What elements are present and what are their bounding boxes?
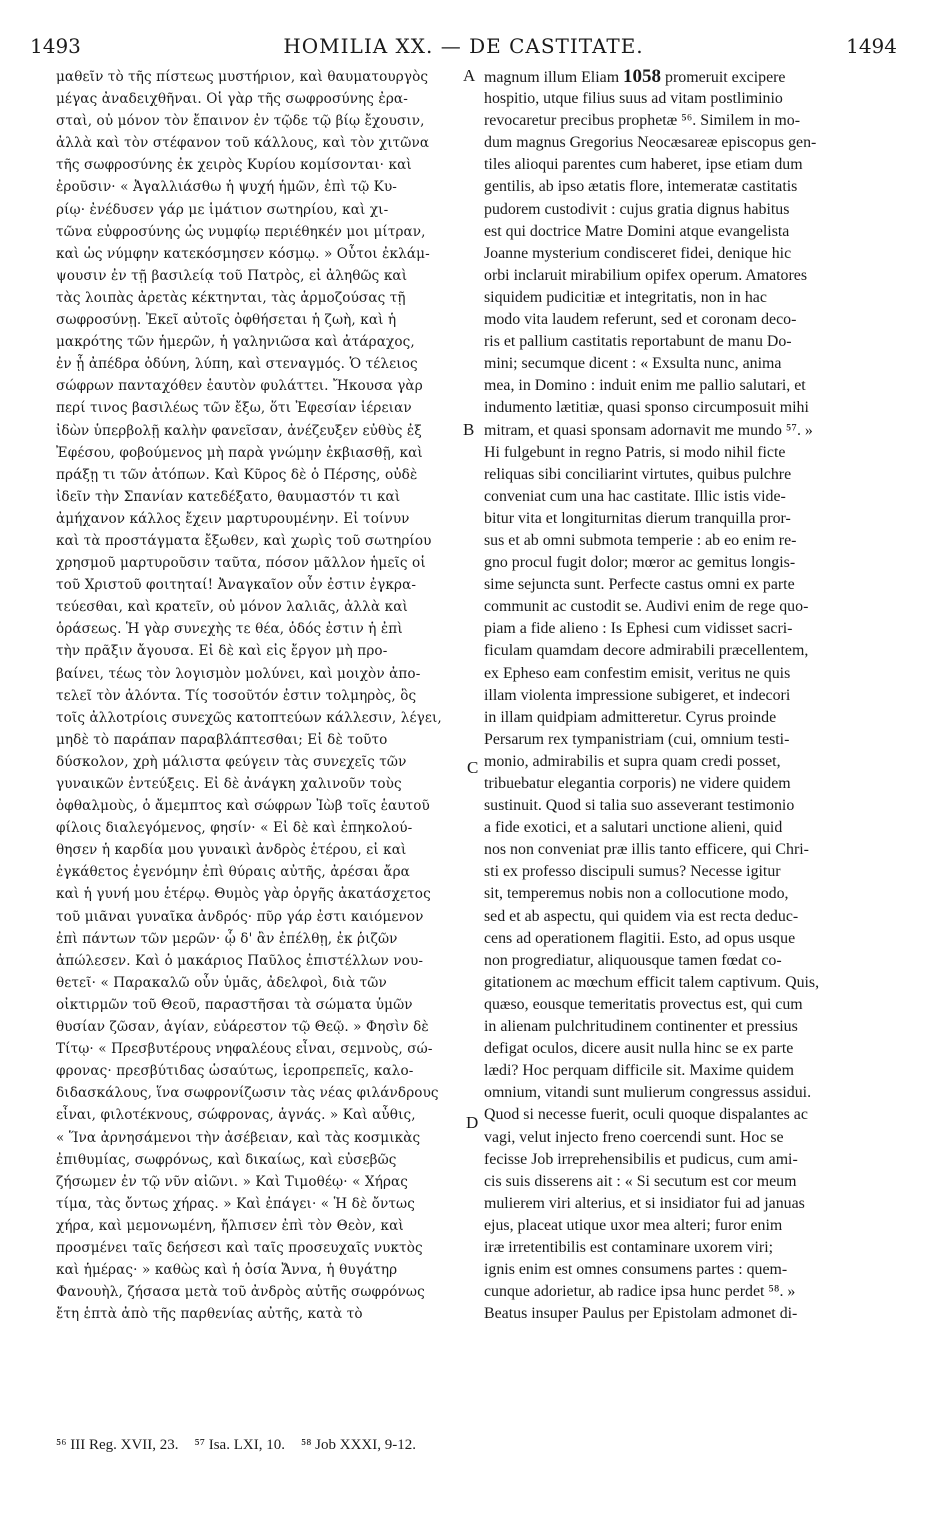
greek-text-line: γυναικῶν ἐντεύξεις. Εἰ δὲ ἀνάγκη χαλινοῦν τοὺς xyxy=(56,776,402,792)
section-marker-d: D xyxy=(466,1113,479,1132)
greek-text-line: ἀμήχανον κάλλος ἔχειν μαρτυρουμένην. Εἰ τοίνυν xyxy=(56,510,410,527)
latin-text-line: revocaretur precibus prophetæ ⁵⁶. Similem in mo- xyxy=(484,112,801,130)
latin-text-line: ejus, placeat utique uxor mea alteri; furor enim xyxy=(484,1216,783,1234)
latin-text-line: gentilis, ab ipso ætatis flore, intemeratæ castitatis xyxy=(484,178,798,196)
greek-text-line: μέγας ἀναδειχθῆναι. Οἱ γὰρ τῆς σωφροσύνης ἐρα- xyxy=(56,91,408,108)
latin-text-line: orbi inclaruit mirabilium opifex operum. Amatores xyxy=(484,266,808,284)
greek-text-line: θυσίαν ζῶσαν, ἁγίαν, εὐάρεστον τῷ Θεῷ. » Φησὶν δὲ xyxy=(56,1019,429,1036)
latin-text-line: in alienam pulchritudinem continenter et pressius xyxy=(484,1018,798,1036)
greek-text-line: εἶναι, φιλοτέκνους, σώφρονας, ἁγνάς. » Καὶ αὖθις, xyxy=(56,1107,416,1124)
greek-column xyxy=(56,66,460,1325)
greek-text-line: τὰς λοιπὰς ἀρετὰς κέκτηνται, τὰς ἁρμοζούσας τῇ xyxy=(56,289,406,306)
latin-text-line: gno procul fugit dolor; mœror ac gemitus longis- xyxy=(484,554,796,572)
greek-text-line: σώφρων πανταχόθεν ἑαυτὸν φυλάττει. Ἤκουσα γὰρ xyxy=(56,378,423,395)
latin-text-line: a fide exotici, et a salutari unctione alieni, quid xyxy=(484,819,783,837)
latin-text-line: siquidem pudicitiæ et integritatis, non in hac xyxy=(484,288,767,306)
latin-text-line: communit ac custodit se. Audivi enim de rege quo- xyxy=(484,598,809,616)
latin-text-line: modo vita laudem referunt, sed et coronam deco- xyxy=(484,311,797,329)
greek-text-line: τελεῖ τὸν ἁλόντα. Τίς τοσοῦτόν ἐστιν τολμηρὸς, ὃς xyxy=(56,687,417,704)
greek-text-line: Τίτῳ· « Πρεσβυτέρους νηφαλέους εἶναι, σεμνοὺς, σώ- xyxy=(56,1041,433,1058)
latin-text-line: monio, admirabilis et supra quam credi posset, xyxy=(484,752,781,770)
latin-text-line: fecisse Job irreprehensibilis et pudicus, cum ami- xyxy=(484,1150,798,1168)
greek-text-line: ἔτη ἑπτὰ ἀπὸ τῆς παρθενίας αὐτῆς, κατὰ τὸ xyxy=(56,1306,363,1323)
running-title: HOMILIA XX. — DE CASTITATE. xyxy=(283,34,644,58)
latin-text-line: cis suis disserens ait : « Si secutum est cor meum xyxy=(484,1172,797,1190)
section-marker-a: A xyxy=(463,66,476,85)
column-number: 1058 xyxy=(623,66,662,87)
latin-text-line: hospitio, utque filius suus ad vitam postliminio xyxy=(484,90,783,108)
greek-text-line: φρονας· πρεσβύτιδας ὡσαύτως, ἱεροπρεπεῖς, καλο- xyxy=(56,1063,414,1080)
latin-text-line: pudorem custodivit : cujus gratia dignus habitus xyxy=(484,200,790,218)
greek-text-line: ἐπιθυμίας, σωφρόνως, καὶ δικαίως, καὶ εὐσεβῶς xyxy=(56,1151,397,1168)
greek-text-line: φίλοις διαλεγόμενος, φησίν· « Εἰ δὲ καὶ ἐπηκολού- xyxy=(56,820,413,837)
latin-first-post: promeruit excipere xyxy=(665,69,786,86)
greek-text-line: χρησμοῦ μαρτυροῦσιν ταῦτα, πόσον μᾶλλον ἡμεῖς οἱ xyxy=(56,555,426,572)
greek-text-line: μαθεῖν τὸ τῆς πίστεως μυστήριον, καὶ θαυματουργὸς xyxy=(56,69,429,85)
latin-line-first xyxy=(484,66,894,88)
greek-text-line: οἰκτιρμῶν τοῦ Θεοῦ, παραστῆσαι τὰ σώματα ὑμῶν xyxy=(56,996,413,1013)
latin-text-line: tribuebatur elegantia corporis) ne videre quidem xyxy=(484,775,791,792)
latin-first-pre: magnum illum Eliam xyxy=(484,69,620,86)
latin-text-line: ignis enim est omnes consumens partes : quem- xyxy=(484,1261,788,1279)
latin-text-line: sustinuit. Quod si talia suo asseverant testimonio xyxy=(484,797,795,815)
greek-text-line: ἐγκάθετος ἐγενόμην ἐπὶ θύραις αὐτῆς, ἀρέσαι ἄρα xyxy=(56,864,410,881)
latin-text-line: in illam quidpiam admitteretur. Cyrus proinde xyxy=(484,708,777,726)
greek-text-line: σωφροσύνῃ. Ἐκεῖ αὐτοῖς ὀφθήσεται ἡ ζωὴ, καὶ ἡ xyxy=(56,312,397,329)
greek-text-line: τοῖς ἀλλοτρίοις συνεχῶς κατοπτεύων κάλλεσιν, λέγει, xyxy=(56,709,442,726)
section-marker-c: C xyxy=(467,758,479,777)
greek-text-line: θησεν ἡ καρδία μου γυναικὶ ἀνδρὸς ἑτέρου, εἰ καὶ xyxy=(56,842,407,859)
greek-text-line: ρίῳ· ἐνέδυσεν γάρ με ἱμάτιον σωτηρίου, καὶ χι- xyxy=(56,201,389,218)
latin-text-line: gitationem ac mœchum efficit talem captivum. Quis, xyxy=(484,973,820,991)
latin-text-line: sed et ab aspectu, qui quidem via est recta deduc- xyxy=(484,907,799,925)
latin-column xyxy=(484,66,894,1325)
greek-text-line: ἀλλὰ καὶ τὸν στέφανον τοῦ κάλλους, καὶ τὸν χιτῶνα xyxy=(56,135,430,152)
latin-text-line: mea, in Domino : induit enim me pallio salutari, et xyxy=(484,377,806,395)
latin-text-line: sus et ab omni submota temperie : ab eo enim re- xyxy=(484,531,797,549)
latin-text-line: piam a fide alieno : Is Ephesi cum vidisset sacri- xyxy=(484,620,793,638)
latin-text-line: mini; secumque dicent : « Exsulta nunc, anima xyxy=(484,355,782,373)
page-header xyxy=(28,34,899,58)
greek-text-line: Ἐφέσου, φοβούμενος μὴ παρὰ γνώμην ἐκβιασθῇ, καὶ xyxy=(56,444,423,461)
greek-text-line: τίμα, τὰς ὄντως χήρας. » Καὶ ἐπάγει· « Ἡ δὲ ὄντως xyxy=(56,1195,415,1212)
latin-text-line: lædi? Hoc perquam difficile sit. Maxime quidem xyxy=(484,1062,794,1080)
greek-text-line: ψουσιν ἐν τῇ βασιλείᾳ τοῦ Πατρὸς, εἰ ἀληθῶς καὶ xyxy=(56,267,408,284)
latin-text-line: Quod si necesse fuerit, oculi quoque dispalantes ac xyxy=(484,1106,808,1124)
greek-text-line: ἰδεῖν τὴν Σπανίαν κατεδέξατο, θαυμαστόν τι καὶ xyxy=(56,488,401,505)
greek-text-line: θετεῖ· « Παρακαλῶ οὖν ὑμᾶς, ἀδελφοὶ, διὰ τῶν xyxy=(56,974,387,991)
greek-text-line: τοῦ μιᾶναι γυναῖκα ἀνδρός· πῦρ γάρ ἐστι καιόμενον xyxy=(56,908,424,925)
latin-text-line: nos non conveniat præ illis tanto efficere, qui Chri- xyxy=(484,841,809,859)
latin-text-line: ex Epheso eam confestim emisit, veritus ne quis xyxy=(484,664,791,682)
greek-text-line: διδασκάλους, ἵνα σωφρονίζωσιν τὰς νέας φιλάνδρους xyxy=(56,1085,439,1102)
page-number-right: 1494 xyxy=(846,34,897,58)
greek-text-line: τὴν πρᾶξιν ἄγουσα. Εἰ δὲ καὶ εἰς ἔργον μὴ προ- xyxy=(56,643,388,660)
footnote: ⁵⁷ Isa. LXI, 10. xyxy=(194,1437,285,1453)
greek-text-line: Φανουὴλ, ζήσασα μετὰ τοῦ ἀνδρὸς αὐτῆς σωφρόνως xyxy=(56,1284,425,1301)
greek-text-line: δύσκολον, χρὴ μάλιστα φεύγειν τὰς συνεχεῖς τῶν xyxy=(56,753,407,770)
greek-text-line: ἐροῦσιν· « Ἀγαλλιάσθω ἡ ψυχή ἡμῶν, ἐπὶ τῷ Κυ- xyxy=(56,179,397,196)
latin-text-line: mulierem viri alterius, et si insidiator fui ad januas xyxy=(484,1194,805,1212)
greek-text-line: χήρα, καὶ μεμονωμένη, ἤλπισεν ἐπὶ τὸν Θεὸν, καὶ xyxy=(56,1217,404,1234)
page-number-left: 1493 xyxy=(30,34,81,58)
latin-text-line: illam violenta impressione subigeret, et indecori xyxy=(484,686,791,704)
footnotes xyxy=(56,1437,432,1454)
greek-text-line: σταὶ, οὐ μόνον τὸν ἔπαινον ἐν τῷδε τῷ βίῳ ἔχουσιν, xyxy=(56,113,425,130)
latin-text-line: cunque adorietur, ab radice ipsa hunc perdet ⁵⁸. » xyxy=(484,1283,796,1301)
greek-text-line: βαίνει, τέως τὸν λογισμὸν μολύνει, καὶ μοιχὸν ἀπο- xyxy=(56,665,421,682)
latin-text-line: ris et pallium castitatis reportabunt de manu Do- xyxy=(484,333,792,351)
greek-text-line: ζήσωμεν ἐν τῷ νῦν αἰῶνι. » Καὶ Τιμοθέῳ· « Χήρας xyxy=(56,1173,409,1190)
footnote: ⁵⁶ III Reg. XVII, 23. xyxy=(56,1437,179,1453)
latin-text-line: dum magnus Gregorius Neocæsareæ episcopus gen- xyxy=(484,134,817,152)
greek-text-line: ἐν ᾗ ἀπέδρα ὀδύνη, λύπη, καὶ στεναγμός. Ὁ τέλειος xyxy=(56,356,418,373)
latin-text-line: omnium, vitandi sunt mulierum congressus assidui. xyxy=(484,1084,812,1102)
greek-text-line: καὶ ἡμέρας· » καθὼς καὶ ἡ ὁσία Ἄννα, ἡ θυγάτηρ xyxy=(56,1262,398,1279)
greek-text-line: μακρότης τῶν ἡμερῶν, ἡ γαληνιῶσα καὶ ἀτάραχος, xyxy=(56,334,415,351)
latin-text-line: defigat oculos, dicere ausit nulla hinc se ex parte xyxy=(484,1040,794,1058)
greek-text-line: πράξῃ τι τῶν ἀτόπων. Καὶ Κῦρος δὲ ὁ Πέρσης, οὐδὲ xyxy=(56,466,418,483)
latin-text-line: iræ irretentibilis est contaminare uxorem viri; xyxy=(484,1238,774,1256)
latin-text-line: conveniat cum una hac castitate. Illic istis vide- xyxy=(484,487,786,505)
latin-text-line: non progrediatur, aliquousque tamen fœdat co- xyxy=(484,951,782,969)
latin-text-line: bitur vita et longiturnitas dierum tranquilla pror- xyxy=(484,509,791,527)
latin-text-line: indumento lætitiæ, quasi sponso circumposuit mihi xyxy=(484,399,809,417)
latin-text-line: vagi, velut injecto freno coercendi sunt. Hoc se xyxy=(484,1128,784,1146)
latin-text-line: quæso, eousque temeritatis provectus est, qui cum xyxy=(484,995,803,1013)
latin-text-line: cens ad operationem flagitii. Esto, ad opus usque xyxy=(484,929,796,947)
latin-text-line: Beatus insuper Paulus per Epistolam admonet di- xyxy=(484,1305,798,1323)
section-marker-b: B xyxy=(463,420,475,439)
greek-text-line: ἰδὼν ὑπερβολῇ καλὴν φανεῖσαν, ἀνέζευξεν εὐθὺς ἐξ xyxy=(56,422,422,439)
latin-text-line: sime sejuncta sunt. Perfecte castus omni ex parte xyxy=(484,576,795,594)
greek-text-line: τοῦ Χριστοῦ φοιτηταί! Ἀναγκαῖον οὖν ἐστιν ἐγκρα- xyxy=(56,577,417,594)
latin-text-line: est qui doctrice Matre Domini atque evangelista xyxy=(484,222,790,240)
latin-text-line: tiles alioqui parentes cum haberet, ipse etiam dum xyxy=(484,156,803,174)
greek-text-line: ἐπὶ πάντων τῶν μερῶν· ᾧ δ' ἂν ἐπέλθῃ, ἐκ ῥιζῶν xyxy=(56,930,398,947)
greek-text-line: μηδὲ τὸ παράπαν παραβλάπτεσθαι; Εἰ δὲ τοῦτο xyxy=(56,731,388,748)
latin-text-line: Persarum rex tympanistriam (cui, omnium testi- xyxy=(484,730,790,748)
latin-text-line: sti ex professo discipuli sumus? Necesse igitur xyxy=(484,863,781,881)
greek-text-line: τῆς σωφροσύνης ἐκ χειρὸς Κυρίου κομίσονται· καὶ xyxy=(56,157,412,174)
latin-text-line: Joanne mysterium condisceret fidei, denique hic xyxy=(484,244,792,262)
greek-text-line: ὁράσεως. Ἡ γὰρ συνεχὴς τε θέα, ὁδός ἐστιν ἡ ἐπὶ xyxy=(56,621,403,638)
greek-text-line: ὀφθαλμοὺς, ὁ ἄμεμπτος καὶ σώφρων Ἰὼβ τοῖς ἑαυτοῦ xyxy=(56,798,430,815)
greek-text-line: καὶ ἡ γυνή μου ἑτέρῳ. Θυμὸς γὰρ ὀργῆς ἀκατάσχετος xyxy=(56,886,431,903)
footnote: ⁵⁸ Job XXXI, 9-12. xyxy=(300,1437,417,1453)
greek-text-line: τεύεσθαι, καὶ κρατεῖν, οὐ μόνον λαλιᾶς, ἀλλὰ καὶ xyxy=(56,599,408,616)
latin-text-line: mitram, et quasi sponsam adornavit me mundo ⁵⁷. » xyxy=(484,421,813,439)
greek-text-line: ἀπώλεσεν. Καὶ ὁ μακάριος Παῦλος ἐπιστέλλων νου- xyxy=(56,952,424,969)
greek-text-line: « Ἵνα ἀρνησάμενοι τὴν ἀσέβειαν, καὶ τὰς κοσμικὰς xyxy=(56,1129,421,1146)
greek-text-line: καὶ τὰ προστάγματα ἔξωθεν, καὶ χωρὶς τοῦ σωτηρίου xyxy=(56,532,432,549)
greek-text-line: προσμένει ταῖς δεήσεσι καὶ ταῖς προσευχαῖς νυκτὸς xyxy=(56,1239,423,1256)
greek-text-line: περί τινος βασιλέως τῶν ἔξω, ὅτι Ἐφεσίαν ἱέρειαν xyxy=(56,400,412,417)
latin-text-line: ficulam quamdam decore admirabili præcellentem, xyxy=(484,642,809,660)
greek-text-line: καὶ ὡς νύμφην κατεκόσμησεν κόσμῳ. » Οὗτοι ἐκλάμ- xyxy=(56,245,430,262)
latin-text-line: Hi fulgebunt in regno Patris, si modo nihil ficte xyxy=(484,443,786,461)
greek-text-line: τῶνα εὐφροσύνης ὡς νυμφίῳ περιέθηκέν μοι μίτραν, xyxy=(56,223,426,240)
latin-text-line: reliquas sibi conciliarint virtutes, quibus pulchre xyxy=(484,465,792,483)
latin-text-line: sit, temperemus nobis non a collocutione modo, xyxy=(484,885,789,903)
